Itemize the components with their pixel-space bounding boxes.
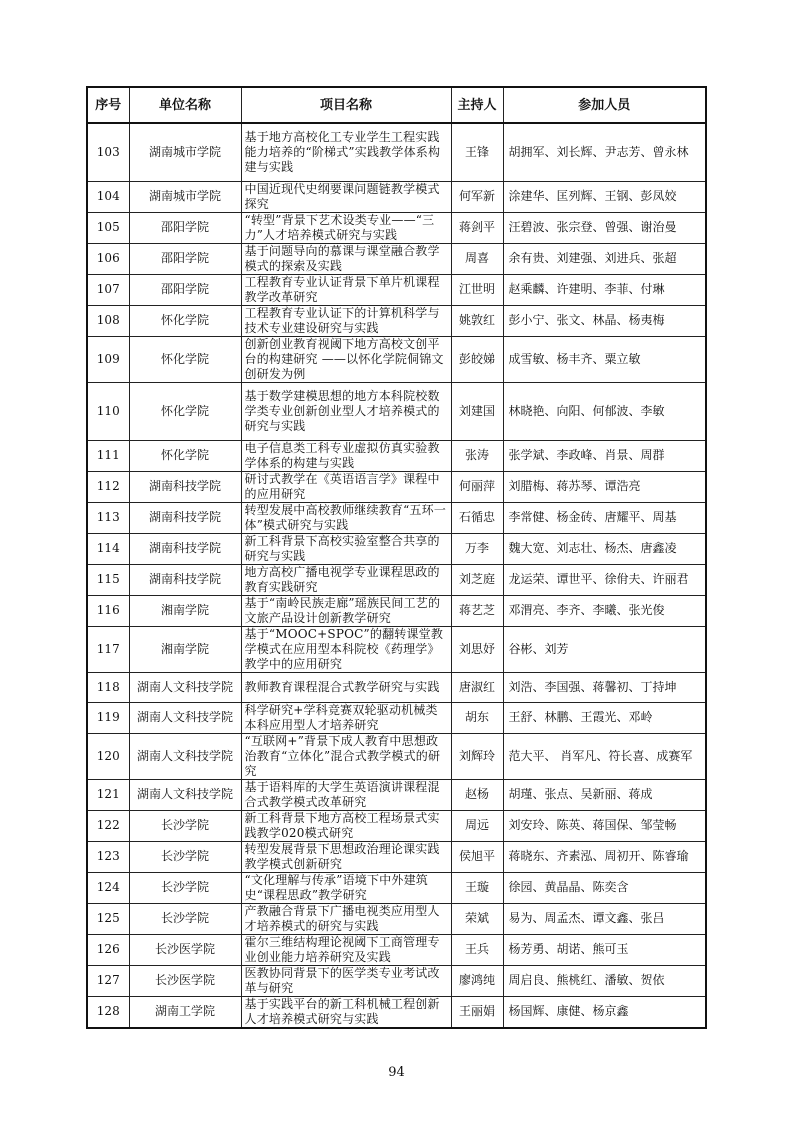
row-project-name: 创新创业教育视阈下地方高校文创平台的构建研究 ——以怀化学院侗锦文创研发为例 xyxy=(241,336,451,382)
row-host: 蒋艺芝 xyxy=(451,595,503,626)
row-host: 万李 xyxy=(451,533,503,564)
row-project-name: 新工科背景下地方高校工程场景式实践教学020模式研究 xyxy=(241,810,451,841)
row-host: 侯旭平 xyxy=(451,841,503,872)
row-participants: 胡拥军、刘长辉、尹志芳、曾永林 xyxy=(503,123,706,181)
row-serial-number: 117 xyxy=(87,626,129,672)
row-serial-number: 108 xyxy=(87,305,129,336)
row-host: 王锋 xyxy=(451,123,503,181)
row-project-name: 霍尔三维结构理论视阈下工商管理专业创业能力培养研究及实践 xyxy=(241,934,451,965)
row-unit-name: 湖南人文科技学院 xyxy=(129,733,241,779)
table-header-row xyxy=(87,87,706,123)
row-project-name: 基于“南岭民族走廊”瑶族民间工艺的文旅产品设计创新教学研究 xyxy=(241,595,451,626)
row-project-name: 转型发展中高校教师继续教育“五环一体”模式研究与实践 xyxy=(241,502,451,533)
table-row xyxy=(87,502,706,533)
row-serial-number: 112 xyxy=(87,471,129,502)
row-project-name: 医教协同背景下的医学类专业考试改革与研究 xyxy=(241,965,451,996)
table-row xyxy=(87,872,706,903)
row-project-name: 基于地方高校化工专业学生工程实践能力培养的“阶梯式”实践教学体系构建与实践 xyxy=(241,123,451,181)
table-row xyxy=(87,810,706,841)
row-serial-number: 122 xyxy=(87,810,129,841)
row-serial-number: 118 xyxy=(87,672,129,702)
row-host: 廖鸿纯 xyxy=(451,965,503,996)
row-participants: 徐园、黄晶晶、陈奕含 xyxy=(503,872,706,903)
table-body xyxy=(87,123,706,1028)
project-table xyxy=(86,86,707,1029)
row-project-name: 基于语料库的大学生英语演讲课程混合式教学模式改革研究 xyxy=(241,779,451,810)
row-serial-number: 109 xyxy=(87,336,129,382)
row-participants: 范大平、 肖军凡、符长喜、成赛军 xyxy=(503,733,706,779)
row-unit-name: 湖南城市学院 xyxy=(129,123,241,181)
row-participants: 成雪敏、杨丰齐、粟立敏 xyxy=(503,336,706,382)
row-unit-name: 长沙医学院 xyxy=(129,965,241,996)
row-serial-number: 126 xyxy=(87,934,129,965)
table-row xyxy=(87,471,706,502)
row-project-name: 工程教育专业认证下的计算机科学与技术专业建设研究与实践 xyxy=(241,305,451,336)
row-participants: 刘腊梅、蒋苏琴、谭浩亮 xyxy=(503,471,706,502)
row-unit-name: 长沙学院 xyxy=(129,872,241,903)
row-unit-name: 湖南科技学院 xyxy=(129,533,241,564)
table-row xyxy=(87,243,706,274)
row-project-name: 新工科背景下高校实验室整合共享的研究与实践 xyxy=(241,533,451,564)
row-participants: 赵乘麟、许建明、李菲、付琳 xyxy=(503,274,706,305)
row-unit-name: 湖南科技学院 xyxy=(129,502,241,533)
row-unit-name: 长沙学院 xyxy=(129,810,241,841)
header-host: 主持人 xyxy=(451,87,503,123)
row-participants: 汪碧波、张宗登、曾强、谢治曼 xyxy=(503,212,706,243)
row-unit-name: 长沙学院 xyxy=(129,903,241,934)
row-host: 荣斌 xyxy=(451,903,503,934)
row-host: 彭皎娣 xyxy=(451,336,503,382)
row-participants: 刘安玲、陈英、蒋国保、邹莹畅 xyxy=(503,810,706,841)
row-project-name: 产教融合背景下广播电视类应用型人才培养模式的研究与实践 xyxy=(241,903,451,934)
row-unit-name: 怀化学院 xyxy=(129,336,241,382)
row-serial-number: 123 xyxy=(87,841,129,872)
table-row xyxy=(87,212,706,243)
table-row xyxy=(87,672,706,702)
table-row xyxy=(87,733,706,779)
row-project-name: 电子信息类工科专业虚拟仿真实验教学体系的构建与实践 xyxy=(241,440,451,471)
row-participants: 谷彬、刘芳 xyxy=(503,626,706,672)
row-project-name: “互联网+”背景下成人教育中思想政治教育“立体化”混合式教学模式的研究 xyxy=(241,733,451,779)
row-host: 赵杨 xyxy=(451,779,503,810)
row-serial-number: 111 xyxy=(87,440,129,471)
row-participants: 魏大宽、刘志壮、杨杰、唐鑫凌 xyxy=(503,533,706,564)
row-unit-name: 长沙学院 xyxy=(129,841,241,872)
row-participants: 彭小宁、张文、林晶、杨夷梅 xyxy=(503,305,706,336)
table-row xyxy=(87,626,706,672)
header-project-name: 项目名称 xyxy=(241,87,451,123)
table-row xyxy=(87,595,706,626)
row-project-name: 基于问题导向的慕课与课堂融合教学模式的探索及实践 xyxy=(241,243,451,274)
table-row xyxy=(87,533,706,564)
table-row xyxy=(87,903,706,934)
row-serial-number: 120 xyxy=(87,733,129,779)
row-participants: 李常健、杨金砖、唐耀平、周基 xyxy=(503,502,706,533)
row-host: 蒋剑平 xyxy=(451,212,503,243)
table-row xyxy=(87,336,706,382)
row-host: 石循忠 xyxy=(451,502,503,533)
row-unit-name: 湖南人文科技学院 xyxy=(129,672,241,702)
table-row xyxy=(87,181,706,212)
row-participants: 王舒、林鹏、王霞光、邓岭 xyxy=(503,702,706,733)
row-serial-number: 104 xyxy=(87,181,129,212)
table-row xyxy=(87,702,706,733)
row-serial-number: 125 xyxy=(87,903,129,934)
project-table-container xyxy=(86,86,705,1029)
row-participants: 胡瑾、张点、吴新丽、蒋成 xyxy=(503,779,706,810)
row-unit-name: 邵阳学院 xyxy=(129,212,241,243)
row-participants: 邓渭亮、李齐、李曦、张光俊 xyxy=(503,595,706,626)
table-row xyxy=(87,779,706,810)
row-serial-number: 103 xyxy=(87,123,129,181)
row-host: 刘思妤 xyxy=(451,626,503,672)
page-number: 94 xyxy=(388,1065,405,1080)
row-host: 周远 xyxy=(451,810,503,841)
row-participants: 张学斌、李政峰、肖景、周群 xyxy=(503,440,706,471)
row-participants: 刘浩、李国强、蒋馨初、丁持坤 xyxy=(503,672,706,702)
row-unit-name: 湖南工学院 xyxy=(129,996,241,1028)
row-project-name: 转型发展背景下思想政治理论课实践教学模式创新研究 xyxy=(241,841,451,872)
row-unit-name: 邵阳学院 xyxy=(129,243,241,274)
row-participants: 林晓艳、向阳、何郁波、李敏 xyxy=(503,382,706,440)
row-unit-name: 湖南科技学院 xyxy=(129,471,241,502)
table-row xyxy=(87,123,706,181)
header-serial-number: 序号 xyxy=(87,87,129,123)
header-unit-name: 单位名称 xyxy=(129,87,241,123)
row-project-name: 中国近现代史纲要课问题链教学模式探究 xyxy=(241,181,451,212)
row-project-name: 科学研究+学科竞赛双轮驱动机械类本科应用型人才培养研究 xyxy=(241,702,451,733)
row-serial-number: 115 xyxy=(87,564,129,595)
row-participants: 杨国辉、康健、杨京鑫 xyxy=(503,996,706,1028)
table-row xyxy=(87,382,706,440)
row-participants: 蒋晓东、齐素泓、周初开、陈睿瑜 xyxy=(503,841,706,872)
row-host: 王璇 xyxy=(451,872,503,903)
row-unit-name: 怀化学院 xyxy=(129,382,241,440)
table-row xyxy=(87,305,706,336)
row-host: 胡东 xyxy=(451,702,503,733)
row-project-name: 工程教育专业认证背景下单片机课程教学改革研究 xyxy=(241,274,451,305)
row-serial-number: 119 xyxy=(87,702,129,733)
row-project-name: “文化理解与传承”语境下中外建筑史“课程思政”教学研究 xyxy=(241,872,451,903)
table-row xyxy=(87,996,706,1028)
row-host: 刘辉玲 xyxy=(451,733,503,779)
row-host: 周喜 xyxy=(451,243,503,274)
row-host: 刘建国 xyxy=(451,382,503,440)
row-project-name: 基于实践平台的新工科机械工程创新人才培养模式研究与实践 xyxy=(241,996,451,1028)
table-row xyxy=(87,440,706,471)
row-serial-number: 128 xyxy=(87,996,129,1028)
row-unit-name: 怀化学院 xyxy=(129,440,241,471)
row-serial-number: 114 xyxy=(87,533,129,564)
row-project-name: 教师教育课程混合式教学研究与实践 xyxy=(241,672,451,702)
row-unit-name: 长沙医学院 xyxy=(129,934,241,965)
row-project-name: 基于“MOOC+SPOC”的翻转课堂教学模式在应用型本科院校《药理学》教学中的应用研究 xyxy=(241,626,451,672)
row-participants: 易为、周孟杰、谭文鑫、张吕 xyxy=(503,903,706,934)
table-row xyxy=(87,965,706,996)
row-host: 唐淑红 xyxy=(451,672,503,702)
row-project-name: “转型”背景下艺术设类专业——“三力”人才培养模式研究与实践 xyxy=(241,212,451,243)
row-participants: 龙运荣、谭世平、徐佾夫、许丽君 xyxy=(503,564,706,595)
row-unit-name: 湘南学院 xyxy=(129,626,241,672)
row-participants: 周启良、熊桃红、潘敏、贺依 xyxy=(503,965,706,996)
table-row xyxy=(87,274,706,305)
row-host: 江世明 xyxy=(451,274,503,305)
row-project-name: 研讨式教学在《英语语言学》课程中的应用研究 xyxy=(241,471,451,502)
row-serial-number: 106 xyxy=(87,243,129,274)
row-unit-name: 湘南学院 xyxy=(129,595,241,626)
row-unit-name: 湖南人文科技学院 xyxy=(129,702,241,733)
row-serial-number: 121 xyxy=(87,779,129,810)
row-project-name: 地方高校广播电视学专业课程思政的教育实践研究 xyxy=(241,564,451,595)
row-serial-number: 124 xyxy=(87,872,129,903)
table-row xyxy=(87,934,706,965)
row-host: 姚敦红 xyxy=(451,305,503,336)
row-participants: 杨芳勇、胡诺、熊可玉 xyxy=(503,934,706,965)
row-serial-number: 105 xyxy=(87,212,129,243)
row-unit-name: 湖南科技学院 xyxy=(129,564,241,595)
table-row xyxy=(87,564,706,595)
row-host: 王兵 xyxy=(451,934,503,965)
row-serial-number: 116 xyxy=(87,595,129,626)
row-participants: 涂建华、匡列辉、王钢、彭凤姣 xyxy=(503,181,706,212)
row-host: 王丽娟 xyxy=(451,996,503,1028)
row-project-name: 基于数学建模思想的地方本科院校数学类专业创新创业型人才培养模式的研究与实践 xyxy=(241,382,451,440)
row-serial-number: 113 xyxy=(87,502,129,533)
row-host: 何军新 xyxy=(451,181,503,212)
row-unit-name: 湖南人文科技学院 xyxy=(129,779,241,810)
row-serial-number: 127 xyxy=(87,965,129,996)
row-host: 刘芝庭 xyxy=(451,564,503,595)
row-host: 张涛 xyxy=(451,440,503,471)
row-serial-number: 107 xyxy=(87,274,129,305)
row-serial-number: 110 xyxy=(87,382,129,440)
table-row xyxy=(87,841,706,872)
row-participants: 余有贵、刘建强、刘进兵、张超 xyxy=(503,243,706,274)
row-unit-name: 怀化学院 xyxy=(129,305,241,336)
row-unit-name: 湖南城市学院 xyxy=(129,181,241,212)
header-participants: 参加人员 xyxy=(503,87,706,123)
row-host: 何丽萍 xyxy=(451,471,503,502)
row-unit-name: 邵阳学院 xyxy=(129,274,241,305)
